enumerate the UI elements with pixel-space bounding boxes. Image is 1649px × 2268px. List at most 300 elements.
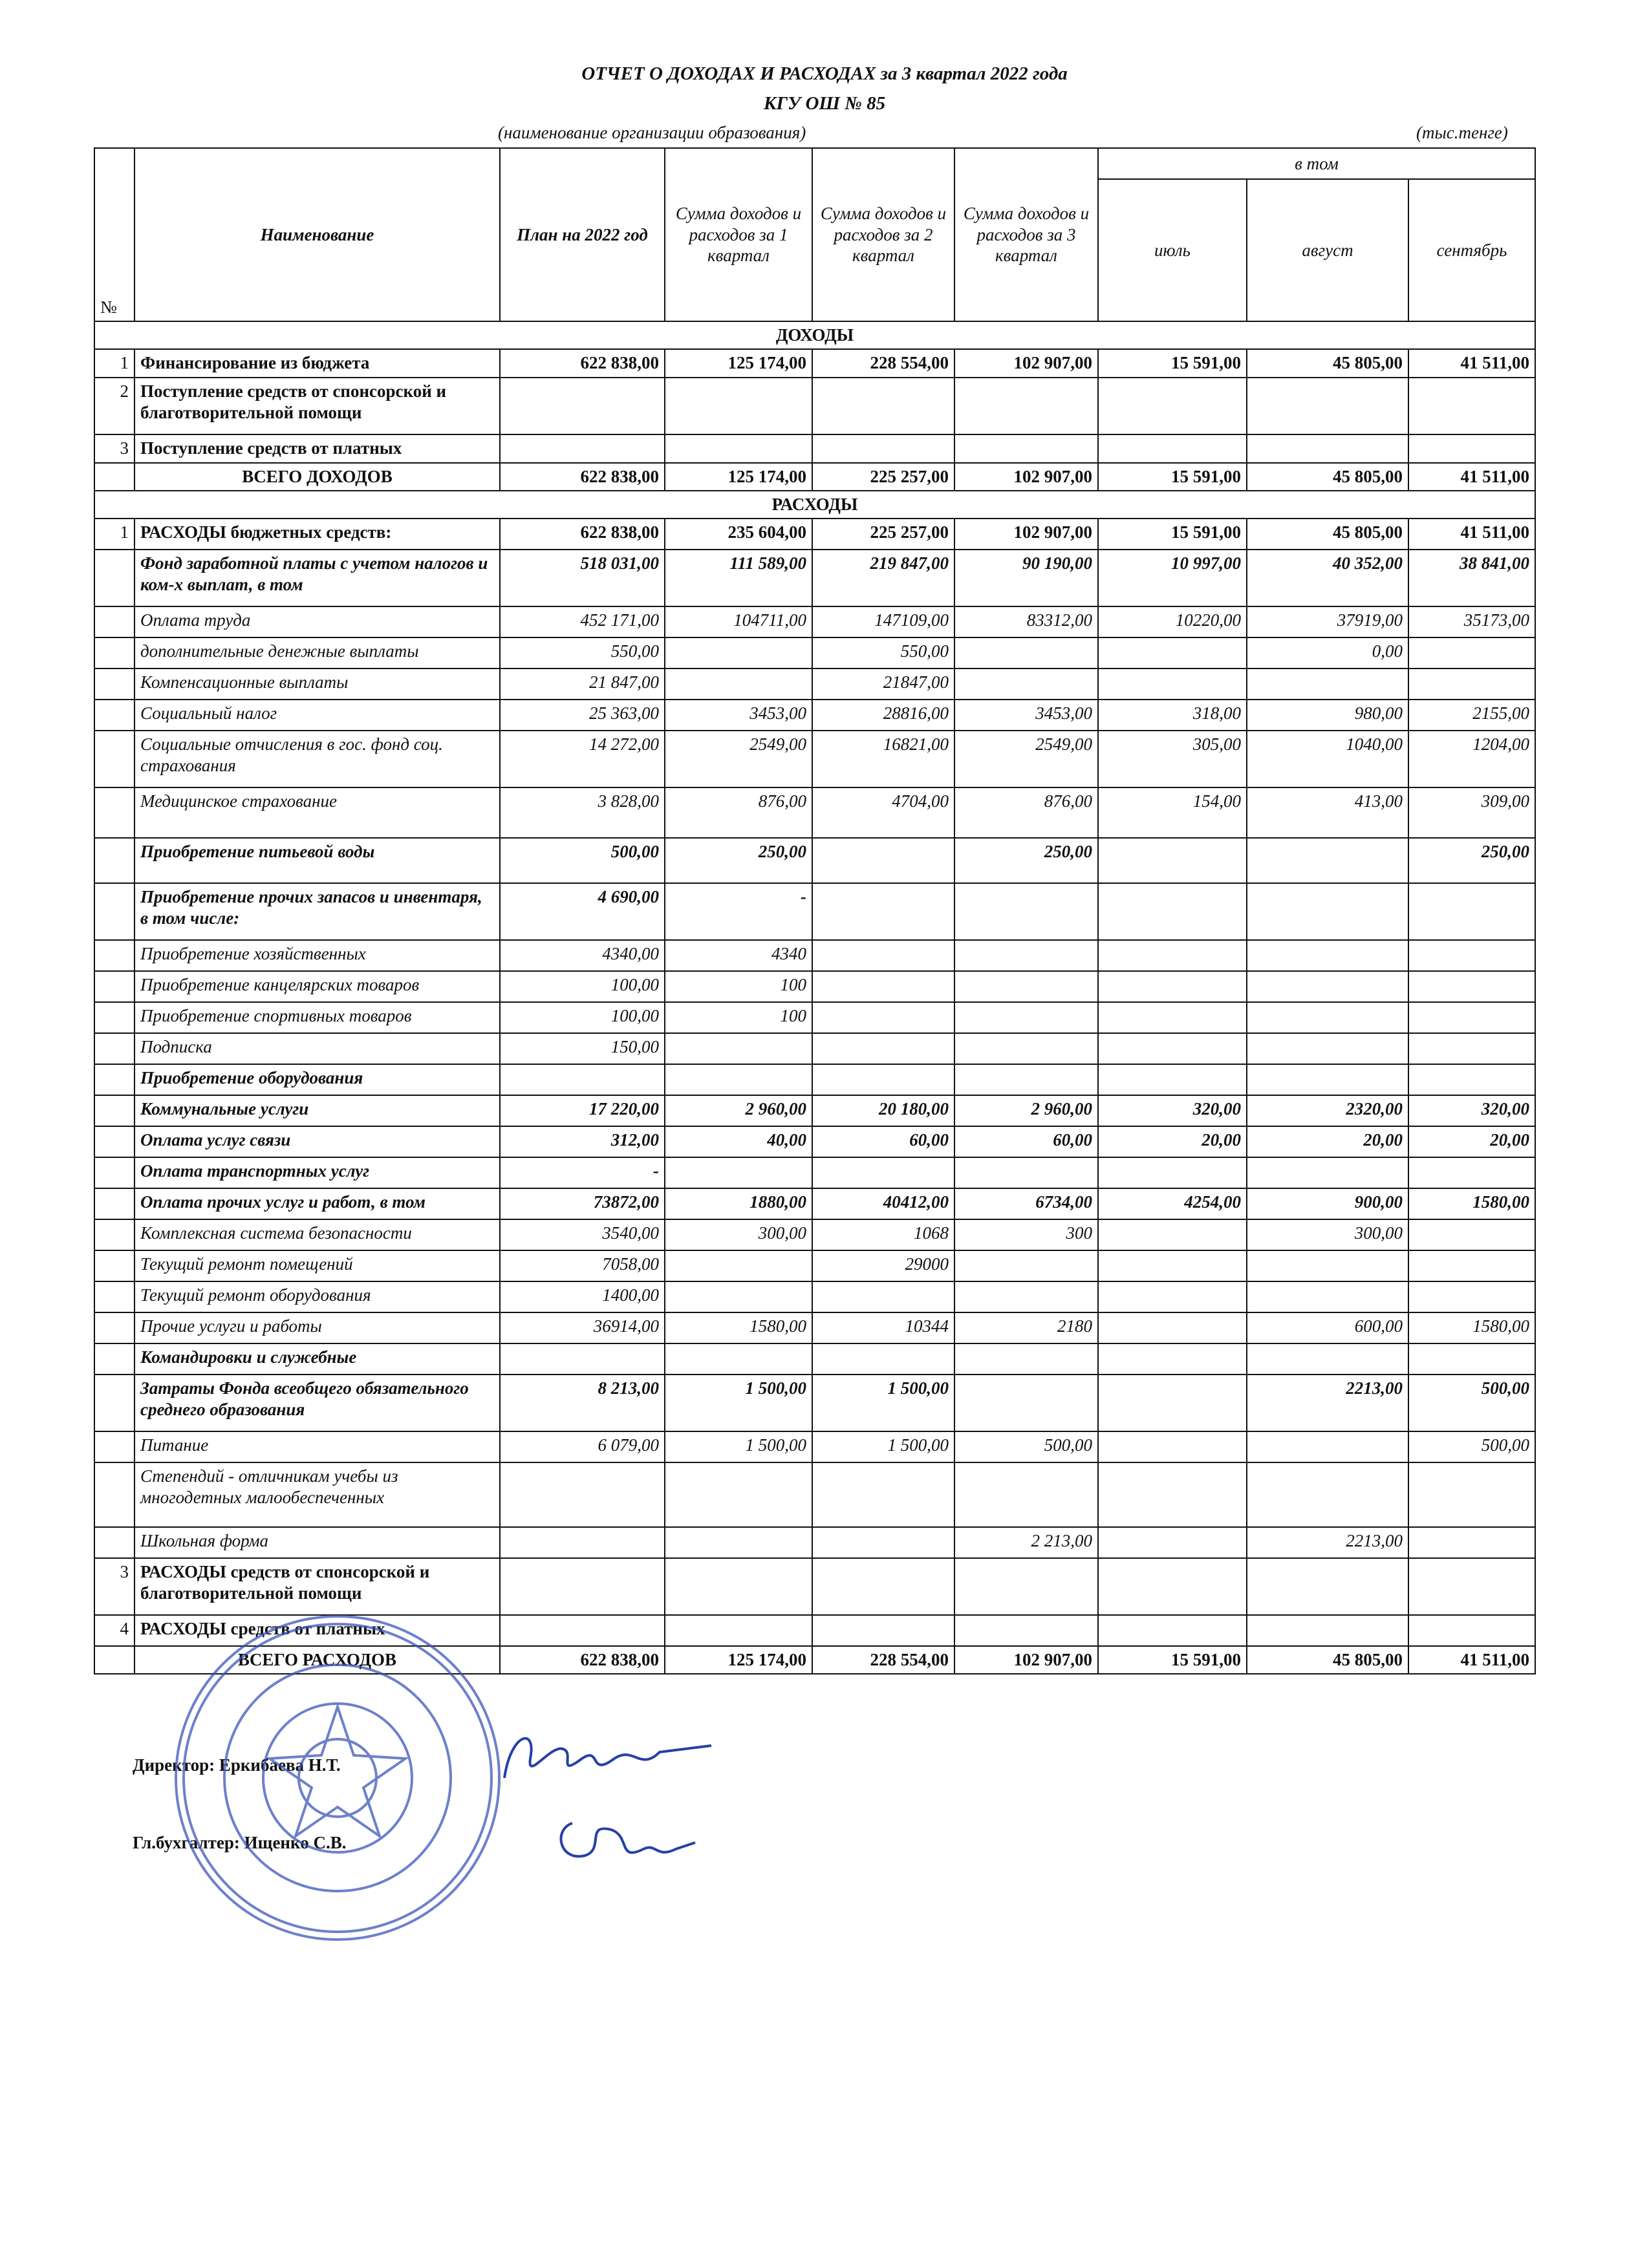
cell-m1 — [1098, 1375, 1247, 1431]
report-title: ОТЧЕТ О ДОХОДАХ И РАСХОДАХ за 3 квартал 2022 года — [581, 63, 1068, 84]
row-number — [94, 1375, 135, 1431]
cell-m3 — [1408, 1343, 1535, 1375]
cell-q3 — [954, 940, 1098, 971]
row-number — [94, 1157, 135, 1188]
cell-plan: 312,00 — [500, 1126, 665, 1157]
row-name: Комплексная система безопасности — [135, 1219, 500, 1250]
income-section-title-label: ДОХОДЫ — [94, 321, 1535, 349]
total-m1: 15 591,00 — [1098, 1646, 1247, 1674]
cell-m2 — [1247, 1157, 1408, 1188]
expense-row — [94, 787, 1535, 838]
header-plan: План на 2022 год — [500, 148, 665, 321]
header-july: июль — [1098, 179, 1247, 321]
cell-q1: 1880,00 — [665, 1188, 812, 1219]
cell-q2 — [812, 1064, 954, 1095]
expense-row — [94, 1375, 1535, 1431]
row-name: Приобретение прочих запасов и инвентаря, в том числе: — [135, 883, 500, 940]
row-number — [94, 1343, 135, 1375]
total-q2: 228 554,00 — [812, 1646, 954, 1674]
cell-plan: 14 272,00 — [500, 731, 665, 787]
cell-plan: 1400,00 — [500, 1281, 665, 1312]
cell-q2 — [812, 940, 954, 971]
cell-q1 — [665, 378, 812, 434]
expense-row — [94, 838, 1535, 883]
cell-m3 — [1408, 1157, 1535, 1188]
expense-row — [94, 1431, 1535, 1462]
row-name: Социальные отчисления в гос. фонд соц. страхования — [135, 731, 500, 787]
cell-m3: 41 511,00 — [1408, 349, 1535, 378]
expense-row — [94, 1462, 1535, 1527]
header-including: в том — [1098, 148, 1535, 179]
cell-q3 — [954, 1558, 1098, 1615]
row-name: Финансирование из бюджета — [135, 349, 500, 378]
director-signature — [491, 1720, 724, 1797]
cell-q3 — [954, 1157, 1098, 1188]
total-m2: 45 805,00 — [1247, 463, 1408, 491]
total-label: ВСЕГО ДОХОДОВ — [135, 463, 500, 491]
cell-q1: 876,00 — [665, 787, 812, 838]
row-number — [94, 1250, 135, 1281]
cell-m2 — [1247, 1615, 1408, 1646]
cell-plan: 100,00 — [500, 1002, 665, 1033]
expense-row — [94, 1126, 1535, 1157]
cell-m2 — [1247, 1558, 1408, 1615]
cell-q3: 2 213,00 — [954, 1527, 1098, 1558]
cell-m3 — [1408, 1281, 1535, 1312]
cell-m3 — [1408, 1558, 1535, 1615]
cell-m1: 10220,00 — [1098, 606, 1247, 637]
cell-m2: 413,00 — [1247, 787, 1408, 838]
row-name: Медицинское страхование — [135, 787, 500, 838]
cell-q1: 2 960,00 — [665, 1095, 812, 1126]
row-name: Оплата прочих услуг и работ, в том — [135, 1188, 500, 1219]
expense-row — [94, 1157, 1535, 1188]
cell-q3: 2 960,00 — [954, 1095, 1098, 1126]
row-number — [94, 940, 135, 971]
cell-m2: 2213,00 — [1247, 1375, 1408, 1431]
expense-row — [94, 1002, 1535, 1033]
row-name: Приобретение канцелярских товаров — [135, 971, 500, 1002]
cell-m1: 20,00 — [1098, 1126, 1247, 1157]
cell-m2 — [1247, 971, 1408, 1002]
expense-row — [94, 1250, 1535, 1281]
expense-section-title — [94, 491, 1535, 519]
row-name: Текущий ремонт оборудования — [135, 1281, 500, 1312]
cell-m3 — [1408, 1250, 1535, 1281]
cell-m3: 20,00 — [1408, 1126, 1535, 1157]
cell-q2 — [812, 1033, 954, 1064]
cell-q1 — [665, 1558, 812, 1615]
cell-m1 — [1098, 1343, 1247, 1375]
row-number — [94, 1064, 135, 1095]
cell-q1: 100 — [665, 1002, 812, 1033]
cell-m1: 10 997,00 — [1098, 550, 1247, 606]
cell-m2 — [1247, 434, 1408, 463]
cell-m1 — [1098, 1558, 1247, 1615]
cell-plan: 17 220,00 — [500, 1095, 665, 1126]
row-name: РАСХОДЫ средств от спонсорской и благотворительной помощи — [135, 1558, 500, 1615]
cell-q3: 300 — [954, 1219, 1098, 1250]
cell-q1 — [665, 434, 812, 463]
cell-m2 — [1247, 1431, 1408, 1462]
row-number — [94, 463, 135, 491]
row-name: РАСХОДЫ средств от платных — [135, 1615, 500, 1646]
cell-q2 — [812, 1343, 954, 1375]
cell-q2 — [812, 1462, 954, 1527]
cell-q2 — [812, 434, 954, 463]
cell-q3: 500,00 — [954, 1431, 1098, 1462]
cell-q2: 40412,00 — [812, 1188, 954, 1219]
cell-plan: 4340,00 — [500, 940, 665, 971]
cell-plan: 8 213,00 — [500, 1375, 665, 1431]
cell-m1 — [1098, 940, 1247, 971]
cell-q1: 250,00 — [665, 838, 812, 883]
expense-row — [94, 637, 1535, 669]
row-number — [94, 550, 135, 606]
cell-plan: 6 079,00 — [500, 1431, 665, 1462]
cell-m3 — [1408, 1527, 1535, 1558]
report-body — [94, 321, 1535, 1674]
cell-m1 — [1098, 1002, 1247, 1033]
row-number — [94, 1431, 135, 1462]
cell-m2 — [1247, 378, 1408, 434]
cell-m2 — [1247, 1250, 1408, 1281]
cell-q1 — [665, 1281, 812, 1312]
cell-m1: 320,00 — [1098, 1095, 1247, 1126]
cell-m1 — [1098, 434, 1247, 463]
total-m3: 41 511,00 — [1408, 1646, 1535, 1674]
row-number — [94, 637, 135, 669]
row-name: дополнительные денежные выплаты — [135, 637, 500, 669]
row-name: Оплата услуг связи — [135, 1126, 500, 1157]
expense-section-title-label: РАСХОДЫ — [94, 491, 1535, 519]
income-row — [94, 434, 1535, 463]
row-name: Степендий - отличникам учебы из многодетных малообеспеченных — [135, 1462, 500, 1527]
expense-row — [94, 1527, 1535, 1558]
cell-m3 — [1408, 971, 1535, 1002]
cell-q3 — [954, 669, 1098, 700]
cell-q1: - — [665, 883, 812, 940]
cell-q3 — [954, 1375, 1098, 1431]
row-number — [94, 606, 135, 637]
row-name: Социальный налог — [135, 700, 500, 731]
cell-q3: 2549,00 — [954, 731, 1098, 787]
cell-q1: 2549,00 — [665, 731, 812, 787]
cell-plan: 3 828,00 — [500, 787, 665, 838]
cell-m3 — [1408, 1033, 1535, 1064]
row-number — [94, 1281, 135, 1312]
row-number — [94, 1188, 135, 1219]
cell-plan — [500, 1462, 665, 1527]
cell-m2: 2213,00 — [1247, 1527, 1408, 1558]
organization-name: КГУ ОШ № 85 — [763, 93, 886, 114]
expense-row — [94, 1219, 1535, 1250]
total-m2: 45 805,00 — [1247, 1646, 1408, 1674]
row-name: Подписка — [135, 1033, 500, 1064]
expense-row — [94, 700, 1535, 731]
cell-m3 — [1408, 883, 1535, 940]
cell-m1 — [1098, 1312, 1247, 1343]
row-number — [94, 1219, 135, 1250]
cell-m3: 309,00 — [1408, 787, 1535, 838]
cell-q3 — [954, 1462, 1098, 1527]
cell-plan — [500, 1343, 665, 1375]
row-number — [94, 1126, 135, 1157]
cell-q1 — [665, 1033, 812, 1064]
expense-row — [94, 1343, 1535, 1375]
cell-q2: 10344 — [812, 1312, 954, 1343]
cell-q2: 147109,00 — [812, 606, 954, 637]
cell-q2: 60,00 — [812, 1126, 954, 1157]
income-row — [94, 378, 1535, 434]
cell-plan — [500, 1615, 665, 1646]
cell-m3 — [1408, 940, 1535, 971]
cell-m3: 320,00 — [1408, 1095, 1535, 1126]
cell-q2: 16821,00 — [812, 731, 954, 787]
cell-m2: 37919,00 — [1247, 606, 1408, 637]
income-section-title — [94, 321, 1535, 349]
cell-q1: 1580,00 — [665, 1312, 812, 1343]
header-q1: Сумма доходов и расходов за 1 квартал — [665, 148, 812, 321]
cell-q2: 1 500,00 — [812, 1431, 954, 1462]
cell-m1: 154,00 — [1098, 787, 1247, 838]
cell-q3 — [954, 637, 1098, 669]
row-number: 1 — [94, 349, 135, 378]
cell-m1 — [1098, 1527, 1247, 1558]
cell-m1 — [1098, 838, 1247, 883]
row-number: 3 — [94, 1558, 135, 1615]
cell-m2: 45 805,00 — [1247, 519, 1408, 550]
total-plan: 622 838,00 — [500, 463, 665, 491]
currency-units: (тыс.тенге) — [1416, 123, 1508, 142]
row-number — [94, 883, 135, 940]
cell-m3: 500,00 — [1408, 1431, 1535, 1462]
cell-q3: 102 907,00 — [954, 519, 1098, 550]
expense-row — [94, 1033, 1535, 1064]
cell-m2: 0,00 — [1247, 637, 1408, 669]
cell-m1: 4254,00 — [1098, 1188, 1247, 1219]
cell-q3 — [954, 971, 1098, 1002]
cell-q1 — [665, 1157, 812, 1188]
cell-m2: 900,00 — [1247, 1188, 1408, 1219]
total-q2: 225 257,00 — [812, 463, 954, 491]
header-september: сентябрь — [1408, 179, 1535, 321]
total-q3: 102 907,00 — [954, 1646, 1098, 1674]
header-q2: Сумма доходов и расходов за 2 квартал — [812, 148, 954, 321]
cell-q3 — [954, 378, 1098, 434]
cell-plan: 25 363,00 — [500, 700, 665, 731]
cell-q2: 28816,00 — [812, 700, 954, 731]
expense-row — [94, 606, 1535, 637]
total-q1: 125 174,00 — [665, 463, 812, 491]
cell-q1: 111 589,00 — [665, 550, 812, 606]
cell-m2: 2320,00 — [1247, 1095, 1408, 1126]
row-number — [94, 1527, 135, 1558]
row-name: Школьная форма — [135, 1527, 500, 1558]
cell-m1 — [1098, 1064, 1247, 1095]
total-m3: 41 511,00 — [1408, 463, 1535, 491]
cell-q3 — [954, 883, 1098, 940]
cell-m3: 2155,00 — [1408, 700, 1535, 731]
row-name: Фонд заработной платы с учетом налогов и ком-х выплат, в том — [135, 550, 500, 606]
cell-m1 — [1098, 1281, 1247, 1312]
row-number — [94, 838, 135, 883]
cell-m1: 15 591,00 — [1098, 519, 1247, 550]
cell-q2 — [812, 1002, 954, 1033]
cell-m1 — [1098, 1250, 1247, 1281]
cell-plan: 622 838,00 — [500, 519, 665, 550]
cell-m2 — [1247, 669, 1408, 700]
cell-q2: 4704,00 — [812, 787, 954, 838]
expense-row — [94, 1558, 1535, 1615]
expense-row — [94, 940, 1535, 971]
cell-m1 — [1098, 637, 1247, 669]
cell-m1 — [1098, 971, 1247, 1002]
cell-q3 — [954, 1002, 1098, 1033]
cell-m3: 41 511,00 — [1408, 519, 1535, 550]
cell-plan — [500, 378, 665, 434]
cell-m2 — [1247, 1033, 1408, 1064]
total-label: ВСЕГО РАСХОДОВ — [135, 1646, 500, 1674]
cell-m1 — [1098, 378, 1247, 434]
cell-plan: 518 031,00 — [500, 550, 665, 606]
accountant-signature-line: Гл.бухгалтер: Ищенко С.В. — [133, 1833, 347, 1852]
cell-q1: 235 604,00 — [665, 519, 812, 550]
cell-q1: 125 174,00 — [665, 349, 812, 378]
row-name: Прочие услуги и работы — [135, 1312, 500, 1343]
cell-plan: 150,00 — [500, 1033, 665, 1064]
cell-q3: 6734,00 — [954, 1188, 1098, 1219]
cell-plan: 73872,00 — [500, 1188, 665, 1219]
official-seal — [169, 1610, 506, 1946]
cell-m2: 1040,00 — [1247, 731, 1408, 787]
row-name: Приобретение питьевой воды — [135, 838, 500, 883]
cell-q1 — [665, 1462, 812, 1527]
total-q1: 125 174,00 — [665, 1646, 812, 1674]
cell-m2: 600,00 — [1247, 1312, 1408, 1343]
cell-m1 — [1098, 1033, 1247, 1064]
cell-q1 — [665, 1527, 812, 1558]
cell-plan — [500, 1527, 665, 1558]
cell-q1: 104711,00 — [665, 606, 812, 637]
cell-plan: 452 171,00 — [500, 606, 665, 637]
cell-q2 — [812, 1281, 954, 1312]
cell-m3: 35173,00 — [1408, 606, 1535, 637]
cell-q2 — [812, 1157, 954, 1188]
row-number — [94, 1312, 135, 1343]
row-name: Затраты Фонда всеобщего обязательного среднего образования — [135, 1375, 500, 1431]
row-name: Поступление средств от спонсорской и благотворительной помощи — [135, 378, 500, 434]
row-name: Оплата транспортных услуг — [135, 1157, 500, 1188]
cell-q2 — [812, 378, 954, 434]
cell-m3 — [1408, 637, 1535, 669]
cell-plan: 36914,00 — [500, 1312, 665, 1343]
header-number: № — [94, 148, 135, 321]
cell-m1 — [1098, 1462, 1247, 1527]
cell-m2: 45 805,00 — [1247, 349, 1408, 378]
cell-q3 — [954, 1281, 1098, 1312]
row-number — [94, 731, 135, 787]
cell-m1 — [1098, 1615, 1247, 1646]
cell-q2: 225 257,00 — [812, 519, 954, 550]
cell-m3: 250,00 — [1408, 838, 1535, 883]
cell-q3 — [954, 1033, 1098, 1064]
expense-row — [94, 550, 1535, 606]
expense-row — [94, 1188, 1535, 1219]
row-number — [94, 1002, 135, 1033]
cell-plan: 21 847,00 — [500, 669, 665, 700]
row-number — [94, 787, 135, 838]
cell-plan: - — [500, 1157, 665, 1188]
cell-q2: 228 554,00 — [812, 349, 954, 378]
expense-row — [94, 1095, 1535, 1126]
header-name: Наименование — [135, 148, 500, 321]
accountant-signature — [546, 1804, 702, 1881]
cell-q2: 1 500,00 — [812, 1375, 954, 1431]
cell-q2 — [812, 1615, 954, 1646]
cell-m2 — [1247, 1281, 1408, 1312]
director-signature-line: Директор: Еркибаева Н.Т. — [133, 1755, 341, 1775]
income-total-row — [94, 463, 1535, 491]
cell-plan: 622 838,00 — [500, 349, 665, 378]
cell-m3 — [1408, 1064, 1535, 1095]
cell-q3: 876,00 — [954, 787, 1098, 838]
cell-q3 — [954, 1343, 1098, 1375]
row-number: 1 — [94, 519, 135, 550]
cell-q2: 20 180,00 — [812, 1095, 954, 1126]
cell-q3 — [954, 1615, 1098, 1646]
cell-m1 — [1098, 1157, 1247, 1188]
cell-m2 — [1247, 838, 1408, 883]
row-number: 4 — [94, 1615, 135, 1646]
cell-q1 — [665, 1343, 812, 1375]
cell-q2: 1068 — [812, 1219, 954, 1250]
cell-m2 — [1247, 883, 1408, 940]
expense-row — [94, 1312, 1535, 1343]
cell-m2: 40 352,00 — [1247, 550, 1408, 606]
cell-plan — [500, 1558, 665, 1615]
row-number — [94, 700, 135, 731]
cell-m3 — [1408, 378, 1535, 434]
cell-q1: 40,00 — [665, 1126, 812, 1157]
cell-q2 — [812, 883, 954, 940]
cell-q2: 219 847,00 — [812, 550, 954, 606]
cell-m1: 318,00 — [1098, 700, 1247, 731]
cell-q1 — [665, 1064, 812, 1095]
cell-q3 — [954, 1064, 1098, 1095]
cell-q1: 3453,00 — [665, 700, 812, 731]
cell-m3: 1580,00 — [1408, 1312, 1535, 1343]
cell-m1: 15 591,00 — [1098, 349, 1247, 378]
header-q3: Сумма доходов и расходов за 3 квартал — [954, 148, 1098, 321]
total-q3: 102 907,00 — [954, 463, 1098, 491]
expense-row — [94, 1064, 1535, 1095]
row-number — [94, 971, 135, 1002]
cell-q1 — [665, 637, 812, 669]
expense-row — [94, 1281, 1535, 1312]
cell-m3: 1580,00 — [1408, 1188, 1535, 1219]
cell-q1: 1 500,00 — [665, 1375, 812, 1431]
cell-m3 — [1408, 1002, 1535, 1033]
cell-q3 — [954, 434, 1098, 463]
total-plan: 622 838,00 — [500, 1646, 665, 1674]
row-name: Поступление средств от платных — [135, 434, 500, 463]
cell-q1: 100 — [665, 971, 812, 1002]
cell-plan: 550,00 — [500, 637, 665, 669]
row-number — [94, 1033, 135, 1064]
row-number — [94, 1462, 135, 1527]
cell-q1 — [665, 669, 812, 700]
